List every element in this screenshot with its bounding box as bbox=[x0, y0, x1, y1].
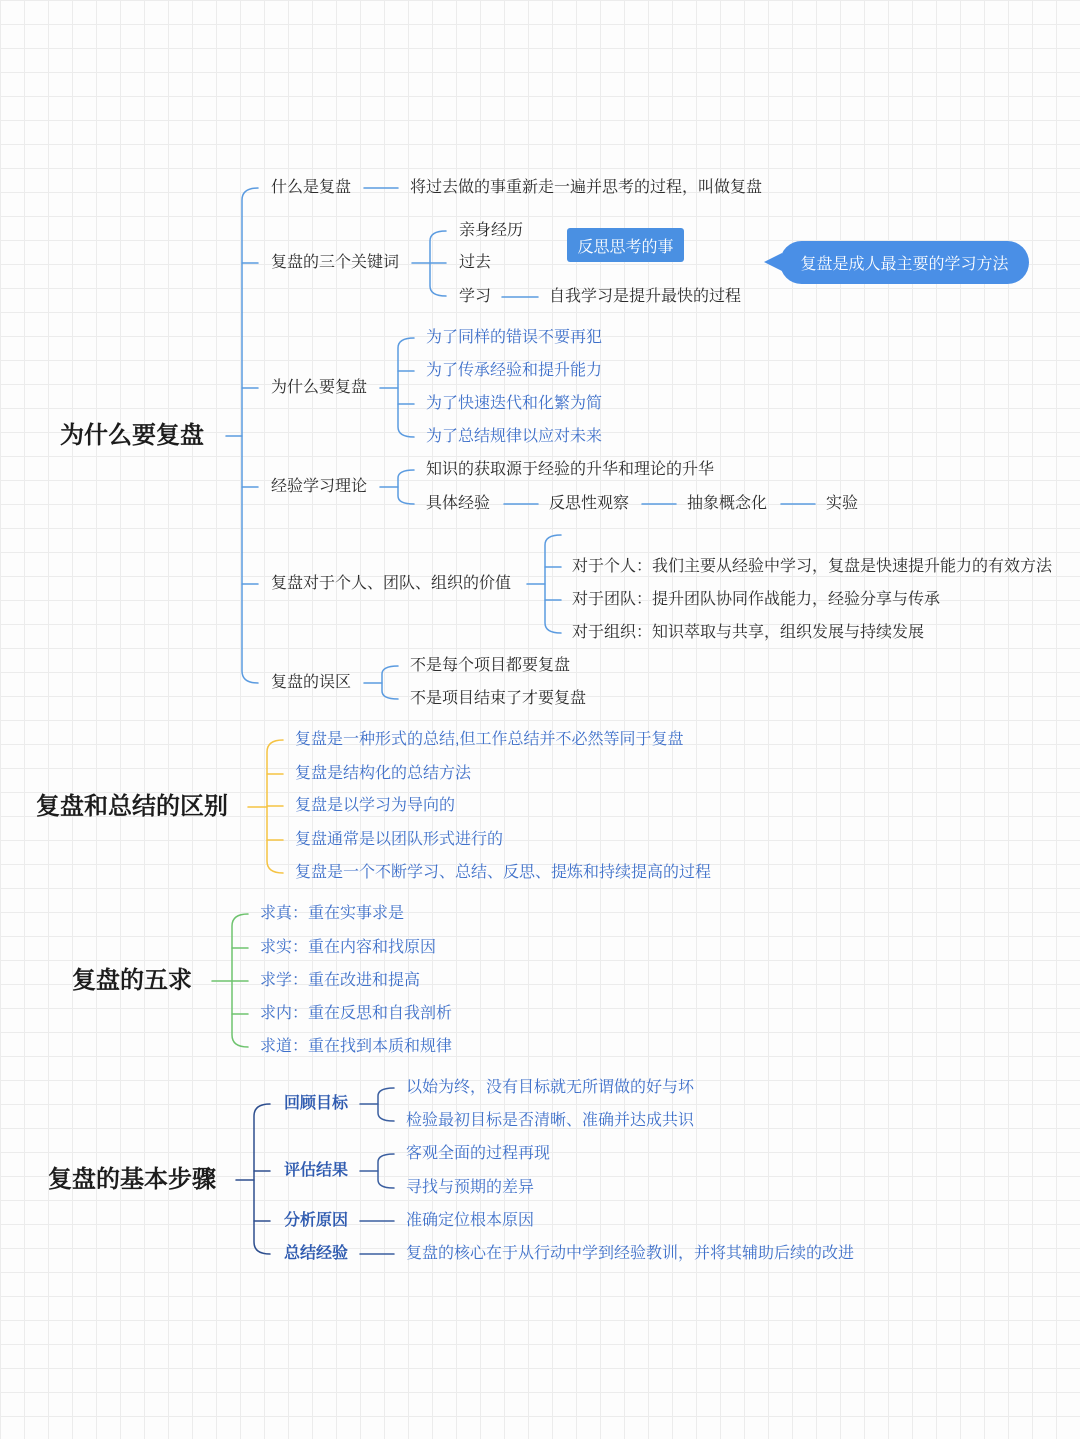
pursuit-item: 求道：重在找到本质和规律 bbox=[260, 1038, 453, 1055]
step-detail: 以始为终，没有目标就无所谓做的好与坏 bbox=[406, 1079, 695, 1096]
pursuit-item: 求实：重在内容和找原因 bbox=[260, 939, 437, 956]
keywords-label: 复盘的三个关键词 bbox=[271, 254, 400, 271]
pursuit-item: 求内：重在反思和自我剖析 bbox=[260, 1005, 453, 1022]
theory-cycle-step: 反思性观察 bbox=[549, 495, 630, 512]
pursuit-item: 求真：重在实事求是 bbox=[260, 905, 405, 922]
reason-item: 为了传承经验和提升能力 bbox=[426, 362, 603, 379]
value-label: 复盘对于个人、团队、组织的价值 bbox=[271, 575, 512, 592]
difference-item: 复盘是结构化的总结方法 bbox=[295, 765, 472, 782]
reason-item: 为了总结规律以应对未来 bbox=[426, 428, 603, 445]
five-pursuits-title: 复盘的五求 bbox=[72, 967, 192, 994]
step-label: 分析原因 bbox=[284, 1212, 349, 1229]
reason-item: 为了快速迭代和化繁为简 bbox=[426, 395, 603, 412]
why-title: 为什么要复盘 bbox=[60, 422, 204, 449]
step-detail: 准确定位根本原因 bbox=[406, 1212, 535, 1229]
step-detail: 寻找与预期的差异 bbox=[406, 1179, 535, 1196]
what-is-definition: 将过去做的事重新走一遍并思考的过程，叫做复盘 bbox=[410, 179, 763, 196]
pursuit-item: 求学：重在改进和提高 bbox=[260, 972, 421, 989]
misconception-item: 不是项目结束了才要复盘 bbox=[410, 690, 587, 707]
value-item: 对于组织：知识萃取与共享，组织发展与持续发展 bbox=[572, 624, 925, 641]
step-label: 评估结果 bbox=[284, 1162, 349, 1179]
steps-sub-connectors bbox=[360, 1088, 394, 1254]
misconceptions-label: 复盘的误区 bbox=[271, 674, 352, 691]
theory-cycle-step: 抽象概念化 bbox=[687, 495, 768, 512]
theory-cycle-step: 具体经验 bbox=[426, 495, 491, 512]
difference-item: 复盘通常是以团队形式进行的 bbox=[295, 831, 504, 848]
learning-note: 自我学习是提升最快的过程 bbox=[549, 288, 742, 305]
steps-title: 复盘的基本步骤 bbox=[48, 1166, 216, 1193]
step-detail: 客观全面的过程再现 bbox=[406, 1145, 551, 1162]
value-item: 对于团队：提升团队协同作战能力，经验分享与传承 bbox=[572, 591, 941, 608]
step-detail: 检验最初目标是否清晰、准确并达成共识 bbox=[406, 1112, 695, 1129]
steps-connectors bbox=[236, 1104, 270, 1254]
value-item: 对于个人：我们主要从经验中学习，复盘是快速提升能力的有效方法 bbox=[572, 558, 1053, 575]
misconception-item: 不是每个项目都要复盘 bbox=[410, 657, 571, 674]
theory-label: 经验学习理论 bbox=[271, 478, 368, 495]
callout-box: 反思思考的事 bbox=[567, 228, 684, 262]
five-pursuits-connectors bbox=[212, 914, 248, 1047]
keyword-item: 过去 bbox=[459, 254, 492, 271]
difference-connectors bbox=[248, 740, 283, 873]
what-is-label: 什么是复盘 bbox=[271, 179, 352, 196]
reason-item: 为了同样的错误不要再犯 bbox=[426, 329, 603, 346]
theory-cycle-step: 实验 bbox=[826, 495, 859, 512]
keyword-item: 学习 bbox=[459, 288, 492, 305]
difference-item: 复盘是一种形式的总结,但工作总结并不必然等同于复盘 bbox=[295, 731, 684, 748]
difference-item: 复盘是以学习为导向的 bbox=[295, 797, 456, 814]
step-label: 总结经验 bbox=[284, 1245, 349, 1262]
difference-title: 复盘和总结的区别 bbox=[36, 793, 228, 820]
theory-statement: 知识的获取源于经验的升华和理论的升华 bbox=[426, 461, 715, 478]
step-label: 回顾目标 bbox=[284, 1095, 349, 1112]
difference-item: 复盘是一个不断学习、总结、反思、提炼和持续提高的过程 bbox=[295, 864, 712, 881]
step-detail: 复盘的核心在于从行动中学到经验教训，并将其辅助后续的改进 bbox=[406, 1245, 855, 1262]
reasons-label: 为什么要复盘 bbox=[271, 379, 368, 396]
keyword-item: 亲身经历 bbox=[459, 222, 524, 239]
callout-pill: 复盘是成人最主要的学习方法 bbox=[780, 241, 1029, 284]
